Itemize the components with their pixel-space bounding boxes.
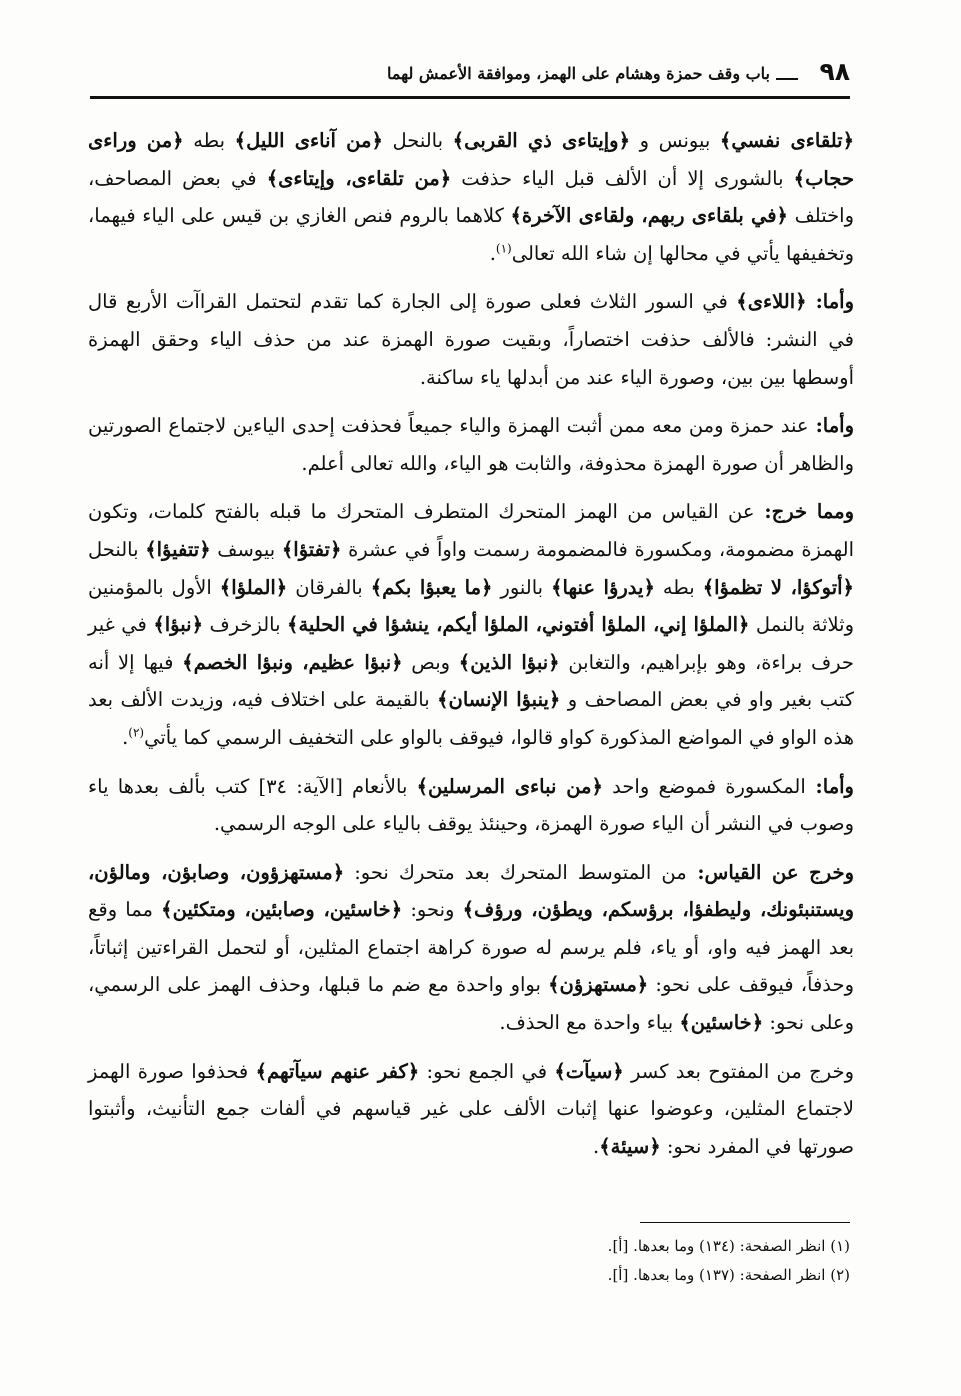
bold-phrase: وأما: (806, 290, 855, 314)
text-run: بواو واحدة مع ضم ما قبلها، وحذف الهمز على الرسمي، وعلى نحو: (88, 973, 854, 1035)
bold-phrase: ﴿سيئة﴾ (599, 1134, 661, 1158)
paragraph (88, 493, 854, 756)
paragraph (88, 768, 854, 843)
bold-phrase: ﴿نبؤا عظيم، ونبؤا الخصم﴾ (182, 650, 403, 674)
bold-phrase: ﴿الملؤا إني، الملؤا أفتوني، الملؤا أيكم، ينشؤا في الحلية﴾ (287, 613, 750, 637)
text-run: مما وقع بعد الهمز فيه واو، أو ياء، فلم يرسم له صورة كراهة اجتماع المثلين، أو لتحمل القراءتين إثباتاً، وحذفاً، فيوقف على نحو: (88, 898, 854, 997)
text-run: بالنور (492, 575, 552, 599)
text-run: عن القياس من الهمز المتحرك المتطرف المتحرك ما قبله بالفتح كلمات، وتكون الهمزة مضمومة، ومكسورة فالمضمومة رسمت واواً في عشرة (88, 500, 854, 561)
main-text (88, 122, 854, 1165)
bold-phrase: ﴿من آناءى الليل﴾ (234, 129, 383, 152)
paragraph (88, 1053, 854, 1166)
text-run: . (593, 1134, 600, 1158)
footnote-ref: (١) (495, 241, 512, 256)
paragraph (88, 122, 854, 272)
footnote-1: (١) انظر الصفحة: (١٣٤) وما بعدها. [أ]. (607, 1237, 850, 1255)
text-run: في الجمع نحو: (419, 1059, 555, 1083)
text-run: في غير حرف براءة، وهو بإبراهيم، والتغابن (88, 613, 854, 674)
bold-phrase: ومما خرج: (754, 500, 854, 524)
bold-phrase: وأما: (805, 774, 854, 798)
text-run: بياء واحدة مع الحذف. (499, 1011, 680, 1035)
text-run: من المتوسط المتحرك بعد متحرك نحو: (344, 860, 687, 884)
bold-phrase: وأما: (808, 414, 854, 438)
text-run: بالنحل (382, 129, 453, 152)
footnote-2: (٢) انظر الصفحة: (١٣٧) وما بعدها. [أ]. (607, 1266, 850, 1284)
bold-phrase: وخرج عن القياس: (686, 860, 854, 884)
footnote-ref: (٢) (128, 725, 145, 740)
running-title: باب وقف حمزة وهشام على الهمز، وموافقة الأعمش لهما (386, 64, 770, 83)
bold-phrase: ﴿ينبؤا الإنسان﴾ (437, 688, 561, 712)
text-run: كلاهما بالروم فنص الغازي بن قيس على الياء فيهما، وتخفيفها يأتي في محالها إن شاء الله تعالى (88, 204, 854, 265)
bold-phrase: ﴿نبؤا الذين﴾ (458, 650, 560, 674)
text-run: . (122, 725, 129, 749)
paragraph (88, 407, 854, 482)
text-run: بالشورى إلا أن الألف قبل الياء حذفت (451, 166, 794, 190)
bold-phrase: ﴿خاسئين، وصابئين، ومتكئين﴾ (161, 898, 403, 922)
title-dash (776, 78, 798, 80)
bold-phrase: ﴿كفر عنهم سيآتهم﴾ (255, 1059, 420, 1083)
bold-phrase: ﴿أتوكؤا، لا تظمؤا﴾ (702, 575, 854, 599)
bold-phrase: ﴿مستهزؤن﴾ (548, 973, 649, 997)
text-run: بطه (654, 575, 703, 599)
bold-phrase: ﴿نبؤا﴾ (153, 613, 203, 637)
bold-phrase: ﴿مستهزؤون، وصابؤن، ومالؤن، ويستنبئونك، وليطفؤا، برؤسكم، ويطؤن، ورؤف﴾ (88, 860, 854, 922)
bold-phrase: ﴿اللاءى﴾ (736, 290, 807, 314)
footnotes (480, 1232, 850, 1290)
text-run: بالزخرف (203, 613, 288, 637)
text-run: عند حمزة ومن معه ممن أثبت الهمزة والياء جميعاً فحذفت إحدى الياءين لاجتماع الصورتين والظاهر أن صورة الهمزة محذوفة، والثابت هو الياء، والله تعالى أعلم. (88, 414, 854, 475)
text-run: بالنحل (88, 537, 146, 561)
text-run: بيونس و (630, 129, 720, 152)
bold-phrase: ﴿تلقاءى نفسي﴾ (719, 129, 855, 152)
text-run: بالأنعام [الآية: ٣٤] كتب بألف بعدها ياء وصوب في النشر أن الياء صورة الهمزة، وحينئذ يوقف بالياء على الوجه الرسمي. (88, 774, 854, 836)
bold-phrase: ﴿الملؤا﴾ (219, 575, 288, 599)
bold-phrase: ﴿تتفيؤا﴾ (145, 537, 211, 561)
text-run: بالقيمة على اختلاف فيه، وزيدت الألف بعد هذه الواو في المواضع المذكورة كواو قالوا، فيوقف بالواو على التخفيف الرسمي كما يأتي (88, 688, 854, 749)
paragraph (88, 283, 854, 396)
text-run: وخرج من المفتوح بعد كسر (623, 1059, 854, 1083)
footnote-separator (640, 1222, 850, 1223)
bold-phrase: ﴿في بلقاءى ربهم، ولقاءى الآخرة﴾ (510, 204, 788, 228)
text-run: فيها إلا أنه كتب بغير واو في بعض المصاحف و (88, 650, 855, 712)
text-run: الأول بالمؤمنين وثلاثة بالنمل (88, 575, 854, 637)
bold-phrase: ﴿من تلقاءى، وإيتاءى﴾ (266, 166, 452, 190)
page-header (90, 56, 850, 96)
bold-phrase: ﴿وإيتاءى ذي القربى﴾ (452, 129, 631, 152)
bold-phrase: ﴿يدرؤا عنها﴾ (551, 575, 655, 599)
text-run: وبص (402, 650, 459, 674)
text-run: المكسورة فموضع واحد (602, 774, 806, 798)
text-run: في السور الثلاث فعلى صورة إلى الجارة كما تقدم لتحتمل القراآت الأربع قال في النشر: فالألف حذفت اختصاراً، وبقيت صورة الهمزة عند من حذف الياء وحقق الهمزة أوسطها بين بين، وصورة الياء عند من أبدلها ياء ساكنة. (88, 290, 854, 389)
text-run: في بعض المصاحف، واختلف (88, 166, 854, 228)
page-number: ٩٨ (819, 57, 850, 86)
bold-phrase: ﴿خاسئين﴾ (679, 1011, 764, 1035)
text-run: ونحو: (402, 898, 463, 922)
text-run: فحذفوا صورة الهمز لاجتماع المثلين، وعوضوا عنها إثبات الألف على غير قياسهم في ألفات جمع التأنيث، وأثبتوا صورتها في المفرد نحو: (88, 1059, 854, 1158)
bold-phrase: ﴿من نباءى المرسلين﴾ (416, 774, 603, 798)
bold-phrase: ﴿من وراءى حجاب﴾ (88, 129, 855, 190)
bold-phrase: ﴿سيآت﴾ (554, 1059, 624, 1083)
text-run: بيوسف (210, 537, 282, 561)
text-run: بالفرقان (287, 575, 371, 599)
header-rule (90, 96, 850, 99)
paragraph (88, 854, 854, 1042)
text-run: . (489, 241, 496, 265)
bold-phrase: ﴿ما يعبؤا بكم﴾ (370, 575, 493, 599)
bold-phrase: ﴿تفتؤا﴾ (281, 537, 342, 561)
text-run: بطه (183, 129, 235, 152)
